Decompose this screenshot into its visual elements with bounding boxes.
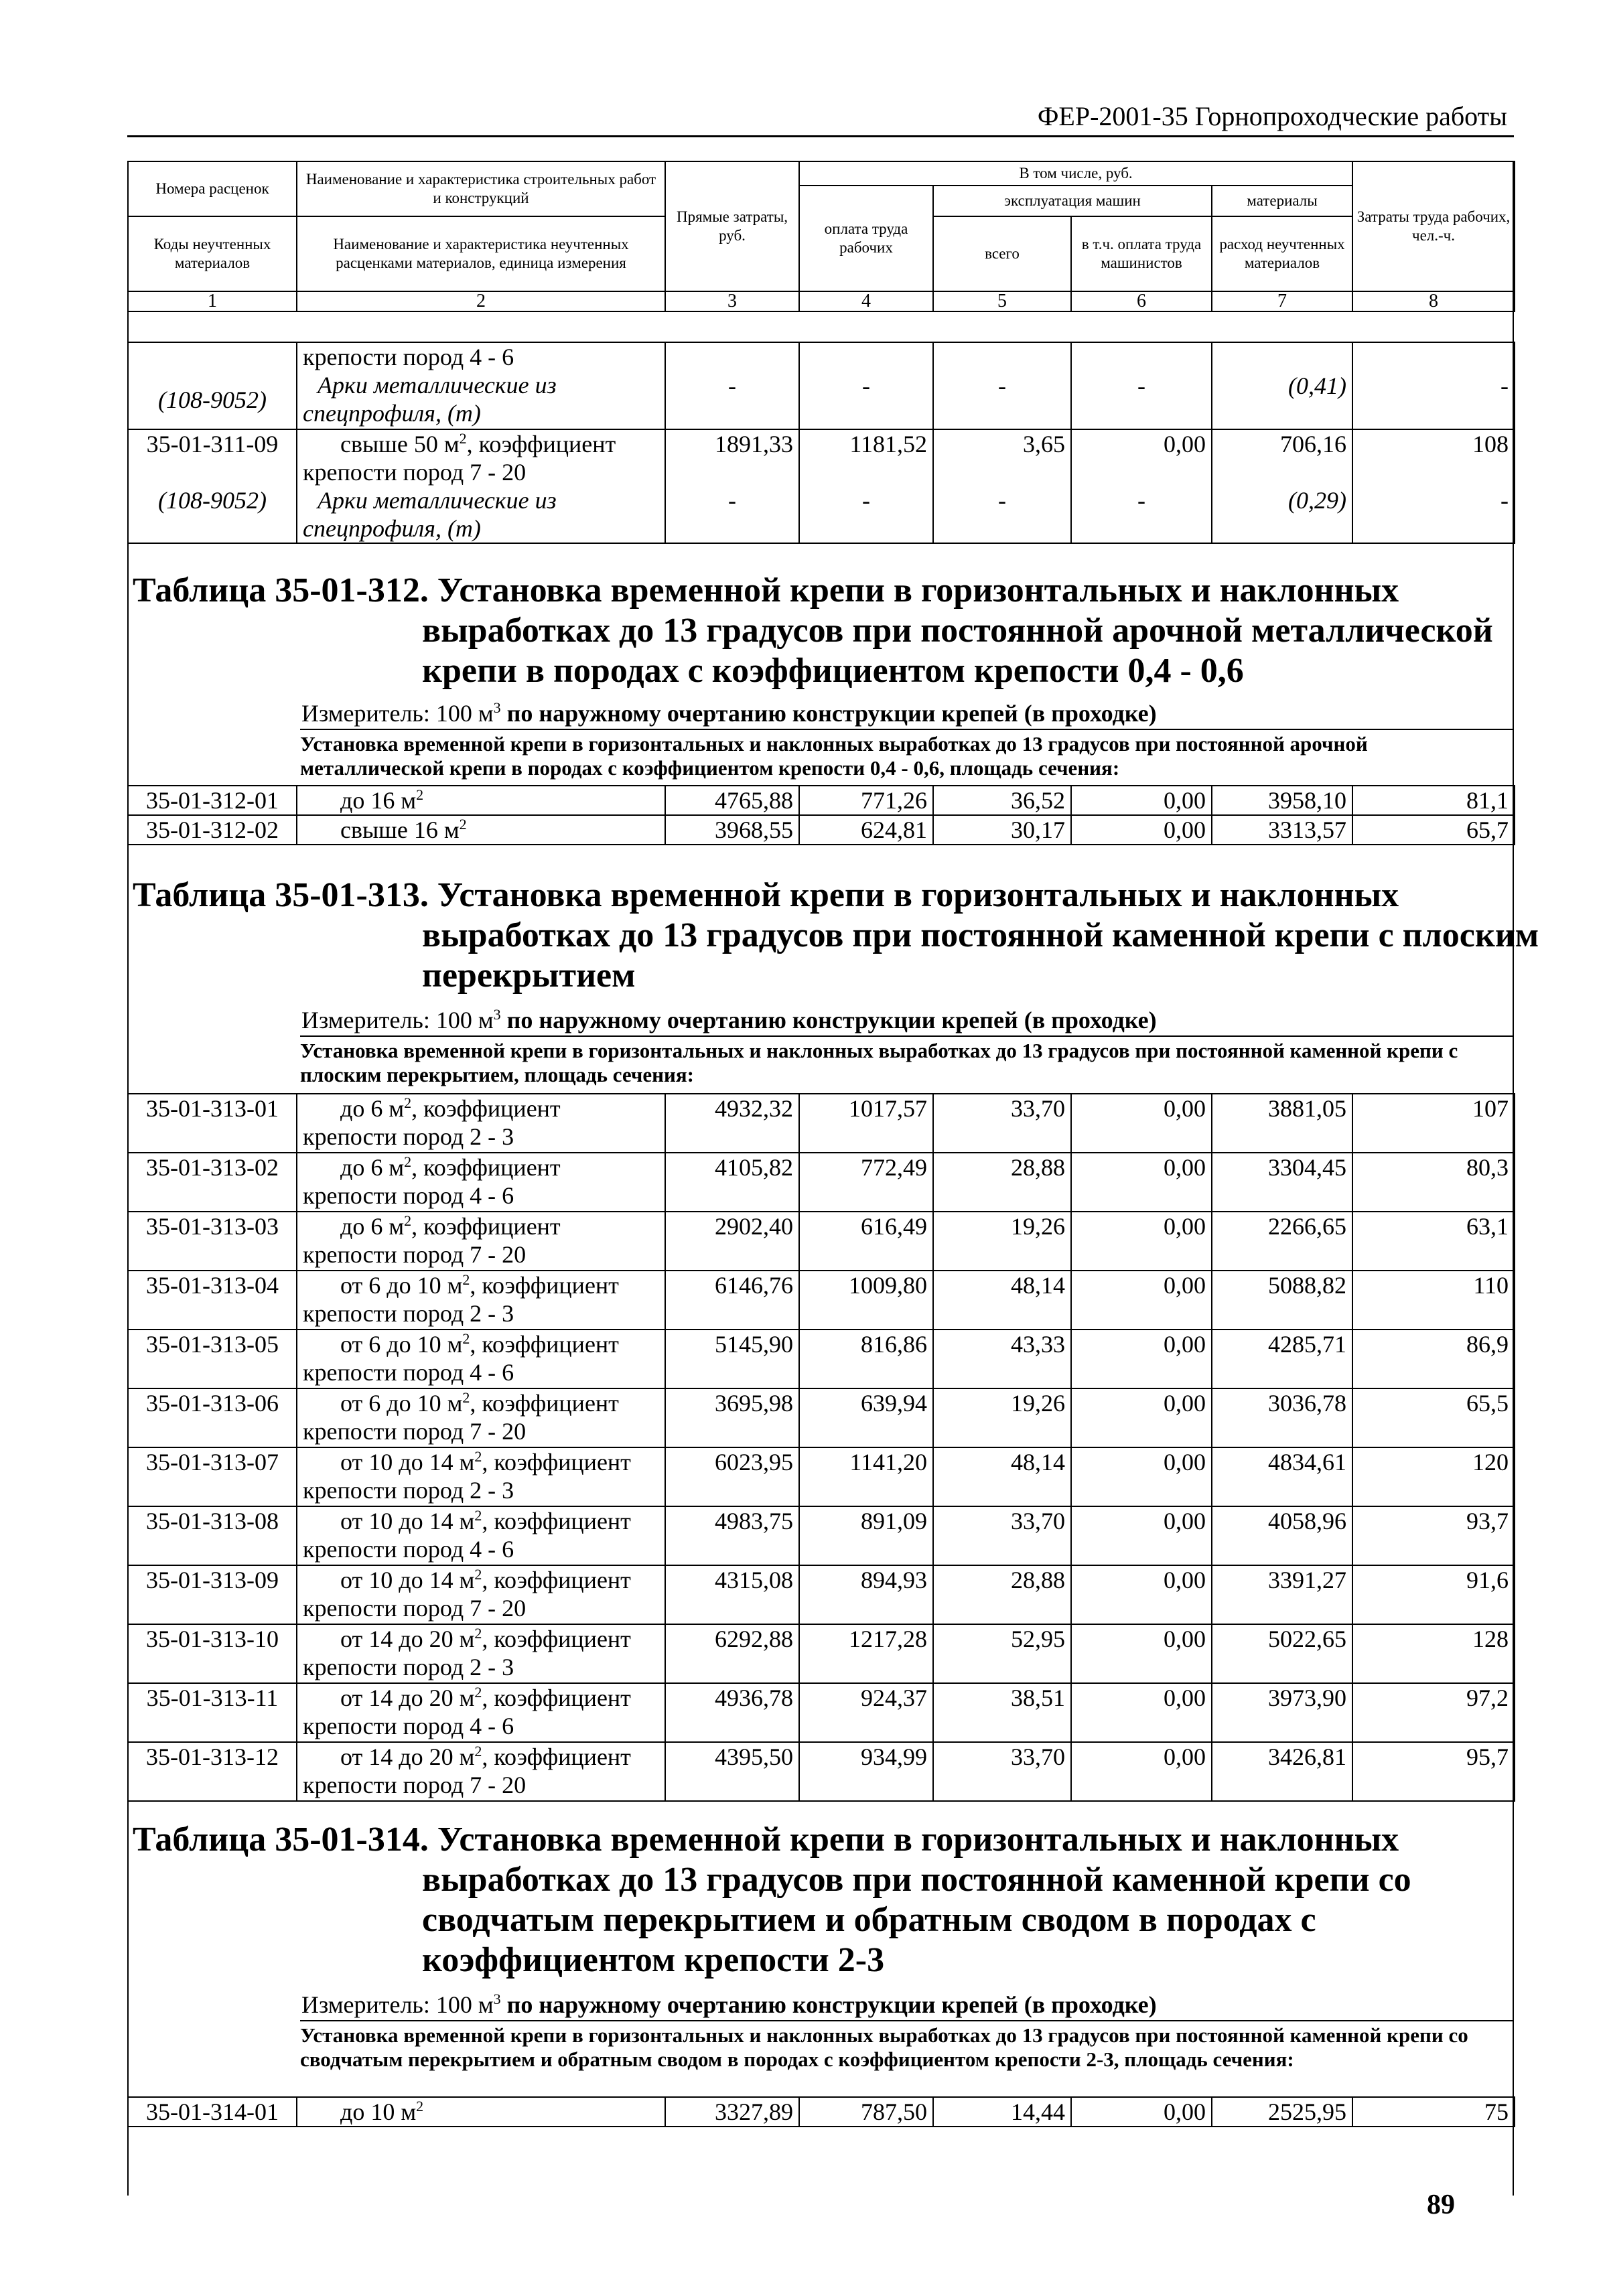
row-name: от 6 до 10 $м^2$, коэффициент крепости пород 4 - 6	[297, 1330, 665, 1388]
cell-materialy: 3881,05	[1212, 1094, 1352, 1153]
table-312-meter: Измеритель: 100 $м^3$ по наружному очертанию конструкции крепей (в проходке)	[301, 699, 1157, 727]
row-name: свыше 16 $м^2$	[297, 815, 665, 845]
row-name: до 10 $м^2$	[297, 2097, 665, 2127]
table-314	[127, 2096, 1515, 2127]
cell-zatraty: -	[1352, 342, 1515, 429]
cell-oplata: 639,94	[799, 1388, 933, 1447]
cell-pryamye: 4983,75	[665, 1506, 799, 1565]
cell-pryamye: 4105,82	[665, 1153, 799, 1212]
row-name: до 6 $м^2$, коэффициент крепости пород 7 - 20	[297, 1212, 665, 1271]
cell-vsego: 38,51	[933, 1683, 1071, 1742]
row-name: от 10 до 14 $м^2$, коэффициент крепости пород 4 - 6	[297, 1506, 665, 1565]
cell-pryamye: 4395,50	[665, 1742, 799, 1801]
table-row	[128, 815, 1515, 845]
cell-pryamye: 1891,33 -	[665, 429, 799, 543]
row-code: 35-01-314-01	[128, 2097, 297, 2127]
cell-materialy: 3391,27	[1212, 1565, 1352, 1624]
material-code: (108-9052)	[128, 342, 297, 429]
cell-oplata: -	[799, 342, 933, 429]
table-row	[128, 342, 1515, 429]
header-naim2: Наименование и характеристика неучтенных расценками материалов, единица измерения	[297, 216, 665, 291]
cell-vtch: -	[1071, 342, 1212, 429]
table-313-meter: Измеритель: 100 $м^3$ по наружному очертанию конструкции крепей (в проходке)	[301, 1006, 1157, 1033]
cell-oplata: 1141,20	[799, 1447, 933, 1506]
table-314-meter: Измеритель: 100 $м^3$ по наружному очертанию конструкции крепей (в проходке)	[301, 1991, 1157, 2018]
table-row	[128, 1683, 1515, 1742]
row-name: крепости пород 4 - 6 Арки металлические из спецпрофиля, (т)	[297, 342, 665, 429]
cell-oplata: 816,86	[799, 1330, 933, 1388]
table-313-title: Таблица 35-01-313. Установка временной крепи в горизонтальных и наклонных выработках до 13 градусов при постоянной каменной крепи с плоским перекрытием	[133, 876, 1539, 995]
header-rashod: расход неучтенных материалов	[1212, 216, 1352, 291]
cell-zatraty: 65,5	[1352, 1388, 1515, 1447]
cell-oplata: 1181,52 -	[799, 429, 933, 543]
header-naim1: Наименование и характеристика строительных работ и конструкций	[297, 161, 665, 216]
cell-vtch: 0,00	[1071, 786, 1212, 815]
cell-materialy: 4834,61	[1212, 1447, 1352, 1506]
cell-materialy: 706,16 (0,29)	[1212, 429, 1352, 543]
cell-zatraty: 81,1	[1352, 786, 1515, 815]
cell-zatraty: 80,3	[1352, 1153, 1515, 1212]
cell-zatraty: 63,1	[1352, 1212, 1515, 1271]
cell-oplata: 1009,80	[799, 1271, 933, 1330]
header-ekspl: эксплуатация машин	[933, 186, 1212, 216]
cell-pryamye: 2902,40	[665, 1212, 799, 1271]
row-name: от 14 до 20 $м^2$, коэффициент крепости пород 7 - 20	[297, 1742, 665, 1801]
header-rule	[127, 135, 1514, 137]
row-code: 35-01-313-07	[128, 1447, 297, 1506]
row-code: 35-01-313-06	[128, 1388, 297, 1447]
cell-vtch: 0,00 -	[1071, 429, 1212, 543]
cell-pryamye: 6146,76	[665, 1271, 799, 1330]
cell-pryamye: 3968,55	[665, 815, 799, 845]
cell-zatraty: 93,7	[1352, 1506, 1515, 1565]
cell-zatraty: 86,9	[1352, 1330, 1515, 1388]
cell-vtch: 0,00	[1071, 1624, 1212, 1683]
table-314-title: Таблица 35-01-314. Установка временной крепи в горизонтальных и наклонных выработках до 13 градусов при постоянной каменной крепи со сводчатым перекрытием и обратным сводом в породах с коэффициентом крепости 2-3	[133, 1820, 1411, 1979]
cell-materialy: 3973,90	[1212, 1683, 1352, 1742]
cell-pryamye: 4932,32	[665, 1094, 799, 1153]
header-vtom: В том числе, руб.	[799, 161, 1352, 186]
row-code: 35-01-313-04	[128, 1271, 297, 1330]
cell-vtch: 0,00	[1071, 1565, 1212, 1624]
cell-vsego: 33,70	[933, 1094, 1071, 1153]
cell-vsego: 52,95	[933, 1624, 1071, 1683]
cell-pryamye: -	[665, 342, 799, 429]
table-312-subhead: Установка временной крепи в горизонтальных и наклонных выработках до 13 градусов при постоянной арочной металлической крепи в породах с коэффициентом крепости 0,4 - 0,6, площадь сечения:	[300, 732, 1368, 780]
cell-vsego: 3,65 -	[933, 429, 1071, 543]
cell-vsego: 19,26	[933, 1212, 1071, 1271]
cell-vtch: 0,00	[1071, 815, 1212, 845]
cell-zatraty: 95,7	[1352, 1742, 1515, 1801]
cell-vtch: 0,00	[1071, 1447, 1212, 1506]
table-row	[128, 429, 1515, 543]
colnum-8: 8	[1352, 291, 1515, 311]
colnum-5: 5	[933, 291, 1071, 311]
row-code: 35-01-312-02	[128, 815, 297, 845]
colnum-7: 7	[1212, 291, 1352, 311]
cell-materialy: 3426,81	[1212, 1742, 1352, 1801]
table-row	[128, 2097, 1515, 2127]
header-nomera: Номера расценок	[128, 161, 297, 216]
cell-pryamye: 4315,08	[665, 1565, 799, 1624]
cell-vtch: 0,00	[1071, 1683, 1212, 1742]
cell-vsego: -	[933, 342, 1071, 429]
cell-materialy: 5088,82	[1212, 1271, 1352, 1330]
row-code: 35-01-313-11	[128, 1683, 297, 1742]
header-pryamye: Прямые затраты, руб.	[665, 161, 799, 291]
colnum-4: 4	[799, 291, 933, 311]
cell-oplata: 616,49	[799, 1212, 933, 1271]
cell-zatraty: 97,2	[1352, 1683, 1515, 1742]
row-name: от 10 до 14 $м^2$, коэффициент крепости пород 7 - 20	[297, 1565, 665, 1624]
cell-vsego: 43,33	[933, 1330, 1071, 1388]
cell-oplata: 771,26	[799, 786, 933, 815]
cell-oplata: 924,37	[799, 1683, 933, 1742]
cell-pryamye: 3327,89	[665, 2097, 799, 2127]
cell-zatraty: 75	[1352, 2097, 1515, 2127]
cell-vsego: 33,70	[933, 1742, 1071, 1801]
cell-pryamye: 3695,98	[665, 1388, 799, 1447]
table-312-title: Таблица 35-01-312. Установка временной крепи в горизонтальных и наклонных выработках до 13 градусов при постоянной арочной металлической крепи в породах с коэффициентом крепости 0,4 - 0,6	[133, 571, 1493, 690]
row-name: свыше 50 $м^2$, коэффициент крепости пород 7 - 20 Арки металлические из спецпрофиля, (т)	[297, 429, 665, 543]
cell-vtch: 0,00	[1071, 1271, 1212, 1330]
header-kody: Коды неучтенных материалов	[128, 216, 297, 291]
cell-pryamye: 6292,88	[665, 1624, 799, 1683]
table-row	[128, 1212, 1515, 1271]
cell-pryamye: 4936,78	[665, 1683, 799, 1742]
cell-pryamye: 6023,95	[665, 1447, 799, 1506]
cell-vsego: 30,17	[933, 815, 1071, 845]
running-header: ФЕР-2001-35 Горнопроходческие работы	[1037, 101, 1507, 131]
cell-oplata: 787,50	[799, 2097, 933, 2127]
cell-vsego: 48,14	[933, 1271, 1071, 1330]
cell-vtch: 0,00	[1071, 1212, 1212, 1271]
cell-zatraty: 128	[1352, 1624, 1515, 1683]
cell-zatraty: 108 -	[1352, 429, 1515, 543]
header-vsego: всего	[933, 216, 1071, 291]
cell-oplata: 894,93	[799, 1565, 933, 1624]
cell-materialy: 4285,71	[1212, 1330, 1352, 1388]
cell-zatraty: 120	[1352, 1447, 1515, 1506]
cell-oplata: 891,09	[799, 1506, 933, 1565]
header-zatraty: Затраты труда рабочих, чел.-ч.	[1352, 161, 1515, 291]
cell-vtch: 0,00	[1071, 1094, 1212, 1153]
header-materialy: материалы	[1212, 186, 1352, 216]
table-313	[127, 1093, 1515, 1802]
cell-materialy: 2266,65	[1212, 1212, 1352, 1271]
cell-vsego: 33,70	[933, 1506, 1071, 1565]
cell-vsego: 36,52	[933, 786, 1071, 815]
cell-zatraty: 91,6	[1352, 1565, 1515, 1624]
row-name: от 6 до 10 $м^2$, коэффициент крепости пород 2 - 3	[297, 1271, 665, 1330]
row-name: от 10 до 14 $м^2$, коэффициент крепости пород 2 - 3	[297, 1447, 665, 1506]
cell-materialy: 3036,78	[1212, 1388, 1352, 1447]
cell-oplata: 1217,28	[799, 1624, 933, 1683]
row-code: 35-01-313-02	[128, 1153, 297, 1212]
cell-vsego: 48,14	[933, 1447, 1071, 1506]
row-code: 35-01-313-03	[128, 1212, 297, 1271]
cell-oplata: 934,99	[799, 1742, 933, 1801]
cell-vtch: 0,00	[1071, 1506, 1212, 1565]
table-row	[128, 1742, 1515, 1801]
table-313-subhead: Установка временной крепи в горизонтальных и наклонных выработках до 13 градусов при постоянной каменной крепи с плоским перекрытием, площадь сечения:	[300, 1039, 1458, 1086]
colnum-6: 6	[1071, 291, 1212, 311]
cell-vtch: 0,00	[1071, 1388, 1212, 1447]
row-name: до 16 $м^2$	[297, 786, 665, 815]
row-name: от 14 до 20 $м^2$, коэффициент крепости пород 4 - 6	[297, 1683, 665, 1742]
cell-vtch: 0,00	[1071, 1742, 1212, 1801]
cell-materialy: 4058,96	[1212, 1506, 1352, 1565]
row-name: до 6 $м^2$, коэффициент крепости пород 4 - 6	[297, 1153, 665, 1212]
cell-oplata: 1017,57	[799, 1094, 933, 1153]
table-row	[128, 1388, 1515, 1447]
row-code: 35-01-313-08	[128, 1506, 297, 1565]
row-code: 35-01-311-09 (108-9052)	[128, 429, 297, 543]
table-row	[128, 1094, 1515, 1153]
row-code: 35-01-313-05	[128, 1330, 297, 1388]
table-row	[128, 786, 1515, 815]
cell-vtch: 0,00	[1071, 2097, 1212, 2127]
row-name: до 6 $м^2$, коэффициент крепости пород 2 - 3	[297, 1094, 665, 1153]
cell-vtch: 0,00	[1071, 1153, 1212, 1212]
divider	[300, 2020, 1514, 2021]
cell-materialy: 3313,57	[1212, 815, 1352, 845]
cell-pryamye: 5145,90	[665, 1330, 799, 1388]
cell-materialy: 2525,95	[1212, 2097, 1352, 2127]
cell-materialy: 3304,45	[1212, 1153, 1352, 1212]
cell-materialy: 3958,10	[1212, 786, 1352, 815]
colnum-2: 2	[297, 291, 665, 311]
table-row	[128, 1330, 1515, 1388]
colnum-3: 3	[665, 291, 799, 311]
column-header-table	[127, 161, 1515, 312]
row-code: 35-01-313-09	[128, 1565, 297, 1624]
page-number: 89	[1427, 2190, 1455, 2220]
table-312	[127, 785, 1515, 845]
divider	[300, 1035, 1514, 1037]
table-row	[128, 1506, 1515, 1565]
row-name: от 14 до 20 $м^2$, коэффициент крепости пород 2 - 3	[297, 1624, 665, 1683]
table-row	[128, 1624, 1515, 1683]
cell-oplata: 772,49	[799, 1153, 933, 1212]
header-oplata: оплата труда рабочих	[799, 186, 933, 291]
cell-materialy: 5022,65	[1212, 1624, 1352, 1683]
row-code: 35-01-313-01	[128, 1094, 297, 1153]
row-name: от 6 до 10 $м^2$, коэффициент крепости пород 7 - 20	[297, 1388, 665, 1447]
cell-zatraty: 107	[1352, 1094, 1515, 1153]
cell-materialy: (0,41)	[1212, 342, 1352, 429]
table-row	[128, 1153, 1515, 1212]
cell-vsego: 14,44	[933, 2097, 1071, 2127]
cell-vsego: 28,88	[933, 1565, 1071, 1624]
table-row	[128, 1447, 1515, 1506]
table-311-continuation	[127, 342, 1515, 544]
cell-vtch: 0,00	[1071, 1330, 1212, 1388]
header-vtch: в т.ч. оплата труда машинистов	[1071, 216, 1212, 291]
table-row	[128, 1271, 1515, 1330]
row-code: 35-01-313-12	[128, 1742, 297, 1801]
divider	[300, 729, 1514, 730]
cell-vsego: 19,26	[933, 1388, 1071, 1447]
table-row	[128, 1565, 1515, 1624]
cell-zatraty: 110	[1352, 1271, 1515, 1330]
row-code: 35-01-313-10	[128, 1624, 297, 1683]
table-314-subhead: Установка временной крепи в горизонтальных и наклонных выработках до 13 градусов при постоянной каменной крепи со сводчатым перекрытием и обратным сводом в породах с коэффициентом крепости 2-3, площадь сечения:	[300, 2023, 1468, 2071]
cell-vsego: 28,88	[933, 1153, 1071, 1212]
cell-oplata: 624,81	[799, 815, 933, 845]
cell-pryamye: 4765,88	[665, 786, 799, 815]
colnum-1: 1	[128, 291, 297, 311]
cell-zatraty: 65,7	[1352, 815, 1515, 845]
row-code: 35-01-312-01	[128, 786, 297, 815]
